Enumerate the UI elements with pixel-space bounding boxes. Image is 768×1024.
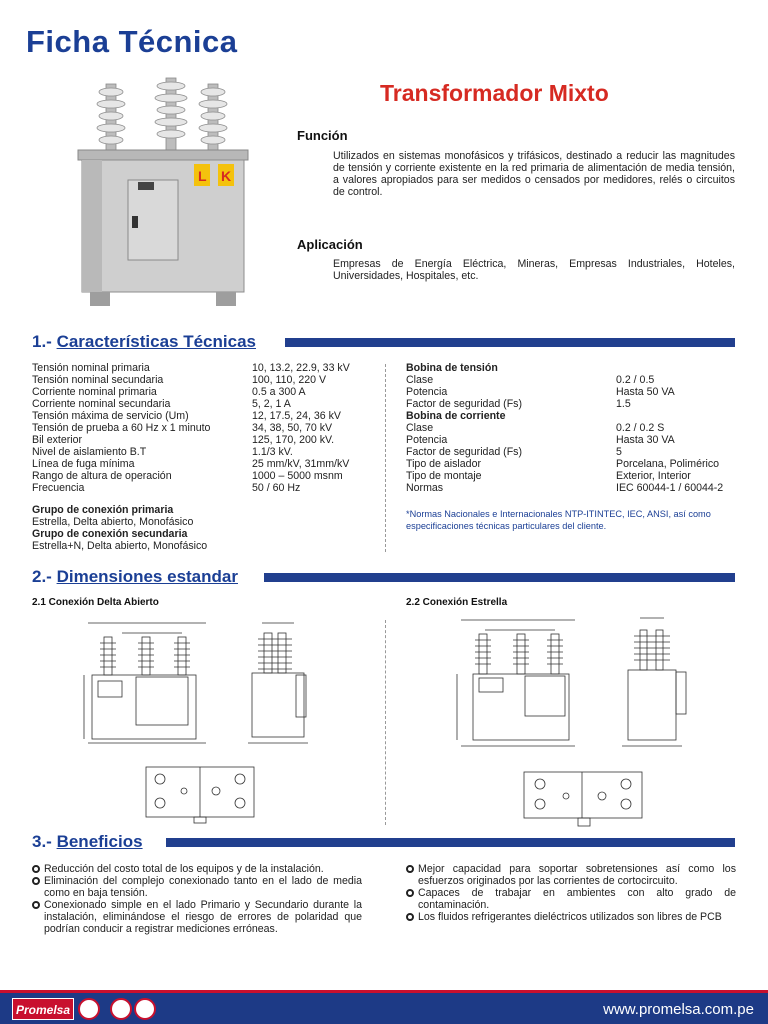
spec-label: Tensión nominal secundaria <box>32 374 164 386</box>
grupo-primaria-heading: Grupo de conexión primaria <box>32 504 174 516</box>
spec-label: Factor de seguridad (Fs) <box>406 398 522 410</box>
spec-label: Tensión de prueba a 60 Hz x 1 minuto <box>32 422 211 434</box>
spec-row <box>406 458 746 470</box>
section-1-number: 1.- <box>32 332 52 351</box>
spec-row <box>406 446 746 458</box>
spec-row <box>32 458 377 470</box>
badge-icon <box>78 998 100 1020</box>
bullet-icon <box>406 865 414 873</box>
section-2-heading <box>32 567 238 587</box>
spec-row <box>32 410 377 422</box>
benefit-text: Eliminación del complejo conexionado tanto en el lado de media como en baja tensión. <box>44 875 362 899</box>
spec-label: Rango de altura de operación <box>32 470 172 482</box>
section-1-bar <box>285 338 735 347</box>
section-2-bar <box>264 573 735 582</box>
spec-row <box>32 374 377 386</box>
estrella-label: 2.2 Conexión Estrella <box>406 597 508 608</box>
benefit-item <box>406 911 736 923</box>
spec-label: Clase <box>406 374 434 386</box>
benefit-item <box>32 875 362 899</box>
benefit-item <box>32 863 362 875</box>
spec-row <box>406 482 746 494</box>
footer-url[interactable]: www.promelsa.com.pe <box>603 1001 754 1018</box>
spec-value: 5, 2, 1 A <box>252 398 291 410</box>
spec-value: 0.2 / 0.2 S <box>616 422 665 434</box>
delta-side-drawing <box>242 615 317 750</box>
funcion-text: Utilizados en sistemas monofásicos y trifásicos, destinado a reducir las magnitudes de tensión y corriente existente en la red primaria de alimentación de media tensión, a valores apropiados para ser medidos o censados por medidores, relés o circuitos de control. <box>333 150 735 198</box>
spec-row <box>32 434 377 446</box>
spec-value: Hasta 50 VA <box>616 386 675 398</box>
spec-value: Hasta 30 VA <box>616 434 675 446</box>
cert2-icon <box>134 998 156 1020</box>
spec-label: Potencia <box>406 434 448 446</box>
benefit-text: Los fluidos refrigerantes dieléctricos utilizados son libres de PCB <box>418 911 722 923</box>
bullet-icon <box>406 913 414 921</box>
bobina-corriente-heading: Bobina de corriente <box>406 410 506 422</box>
spec-value: 5 <box>616 446 622 458</box>
delta-front-drawing <box>82 615 222 750</box>
bullet-icon <box>32 901 40 909</box>
spec-label: Tensión máxima de servicio (Um) <box>32 410 189 422</box>
spec-row <box>32 446 377 458</box>
spec-label: Bil exterior <box>32 434 83 446</box>
delta-label: 2.1 Conexión Delta Abierto <box>32 597 159 608</box>
spec-label: Nivel de aislamiento B.T <box>32 446 147 458</box>
section-3-title: Beneficios <box>56 832 143 851</box>
spec-value: 1000 – 5000 msnm <box>252 470 343 482</box>
benefit-text: Capaces de trabajar en ambientes con alto grado de contaminación. <box>418 887 736 911</box>
spec-value: Porcelana, Polimérico <box>616 458 720 470</box>
spec-row <box>32 386 377 398</box>
spec-row <box>32 482 377 494</box>
spec-value: 12, 17.5, 24, 36 kV <box>252 410 341 422</box>
section-1-title: Características Técnicas <box>56 332 256 351</box>
product-title: Transformador Mixto <box>380 80 609 106</box>
spec-row <box>406 398 746 410</box>
aplicacion-text: Empresas de Energía Eléctrica, Mineras, Empresas Industriales, Hoteles, Universidades, Hospitales, etc. <box>333 258 735 282</box>
spec-row <box>32 362 377 374</box>
grupo-secundaria-value: Estrella+N, Delta abierto, Monofásico <box>32 540 208 552</box>
grupo-primaria-value: Estrella, Delta abierto, Monofásico <box>32 516 194 528</box>
estrella-base-drawing <box>522 770 644 830</box>
spec-label: Línea de fuga mínima <box>32 458 135 470</box>
estrella-side-drawing <box>618 612 690 752</box>
benefits-right-list <box>406 863 736 923</box>
spec-label: Clase <box>406 422 434 434</box>
spec-divider <box>385 364 386 552</box>
spec-value: IEC 60044-1 / 60044-2 <box>616 482 724 494</box>
spec-value: 25 mm/kV, 31mm/kV <box>252 458 350 470</box>
section-3-number: 3.- <box>32 832 52 851</box>
cert-icon <box>110 998 132 1020</box>
spec-label: Normas <box>406 482 444 494</box>
benefits-left-list <box>32 863 362 935</box>
spec-value: Exterior, Interior <box>616 470 691 482</box>
spec-label: Corriente nominal primaria <box>32 386 157 398</box>
spec-row <box>32 422 377 434</box>
aplicacion-heading: Aplicación <box>297 237 363 252</box>
benefit-item <box>406 863 736 887</box>
delta-base-drawing <box>144 765 256 825</box>
normas-note: *Normas Nacionales e Internacionales NTP-ITINTEC, IEC, ANSI, así como especificaciones técnicas particulares del cliente. <box>406 509 711 531</box>
benefit-text: Conexionado simple en el lado Primario y Secundario durante la instalación, eliminándose el riesgo de errores de polaridad que podrían conducir a registrar mediciones erróneas. <box>44 899 362 935</box>
spec-label: Potencia <box>406 386 448 398</box>
spec-row <box>406 470 746 482</box>
spec-row <box>32 470 377 482</box>
spec-value: 125, 170, 200 kV. <box>252 434 335 446</box>
bullet-icon <box>406 889 414 897</box>
benefit-item <box>406 887 736 911</box>
spec-right-table <box>406 362 746 494</box>
spec-value: 10, 13.2, 22.9, 33 kV <box>252 362 350 374</box>
section-2-title: Dimensiones estandar <box>56 567 238 586</box>
grupo-secundaria-heading: Grupo de conexión secundaria <box>32 528 188 540</box>
spec-value: 1.5 <box>616 398 631 410</box>
page-title: Ficha Técnica <box>26 24 238 59</box>
spec-row <box>32 398 377 410</box>
spec-value: 0.2 / 0.5 <box>616 374 655 386</box>
benefit-text: Mejor capacidad para soportar sobretensiones así como los esfuerzos originados por las corrientes de cortocircuito. <box>418 863 736 887</box>
promelsa-logo: Promelsa <box>12 998 74 1020</box>
section-3-bar <box>166 838 735 847</box>
spec-row <box>406 434 746 446</box>
spec-label: Frecuencia <box>32 482 85 494</box>
transformer-photo <box>70 68 255 310</box>
label-l: L <box>198 168 207 184</box>
spec-label: Tensión nominal primaria <box>32 362 150 374</box>
spec-value: 34, 38, 50, 70 kV <box>252 422 333 434</box>
funcion-heading: Función <box>297 128 348 143</box>
footer <box>0 990 768 1024</box>
label-k: K <box>221 168 232 184</box>
section-3-heading <box>32 832 143 852</box>
bullet-icon <box>32 877 40 885</box>
spec-left-table <box>32 362 377 552</box>
estrella-front-drawing <box>455 612 590 752</box>
spec-value: 1.1/3 kV. <box>252 446 293 458</box>
spec-label: Corriente nominal secundaria <box>32 398 171 410</box>
bobina-tension-heading: Bobina de tensión <box>406 362 498 374</box>
section-1-heading <box>32 332 256 352</box>
spec-label: Factor de seguridad (Fs) <box>406 446 522 458</box>
benefit-item <box>32 899 362 935</box>
spec-value: 50 / 60 Hz <box>252 482 301 494</box>
spec-value: 0.5 a 300 A <box>252 386 306 398</box>
bullet-icon <box>32 865 40 873</box>
spec-row <box>406 386 746 398</box>
spec-label: Tipo de aislador <box>406 458 481 470</box>
spec-label: Tipo de montaje <box>406 470 482 482</box>
spec-row <box>406 374 746 386</box>
section-2-number: 2.- <box>32 567 52 586</box>
benefit-text: Reducción del costo total de los equipos y de la instalación. <box>44 863 324 875</box>
spec-value: 100, 110, 220 V <box>252 374 327 386</box>
dim-divider <box>385 620 386 825</box>
spec-row <box>406 422 746 434</box>
